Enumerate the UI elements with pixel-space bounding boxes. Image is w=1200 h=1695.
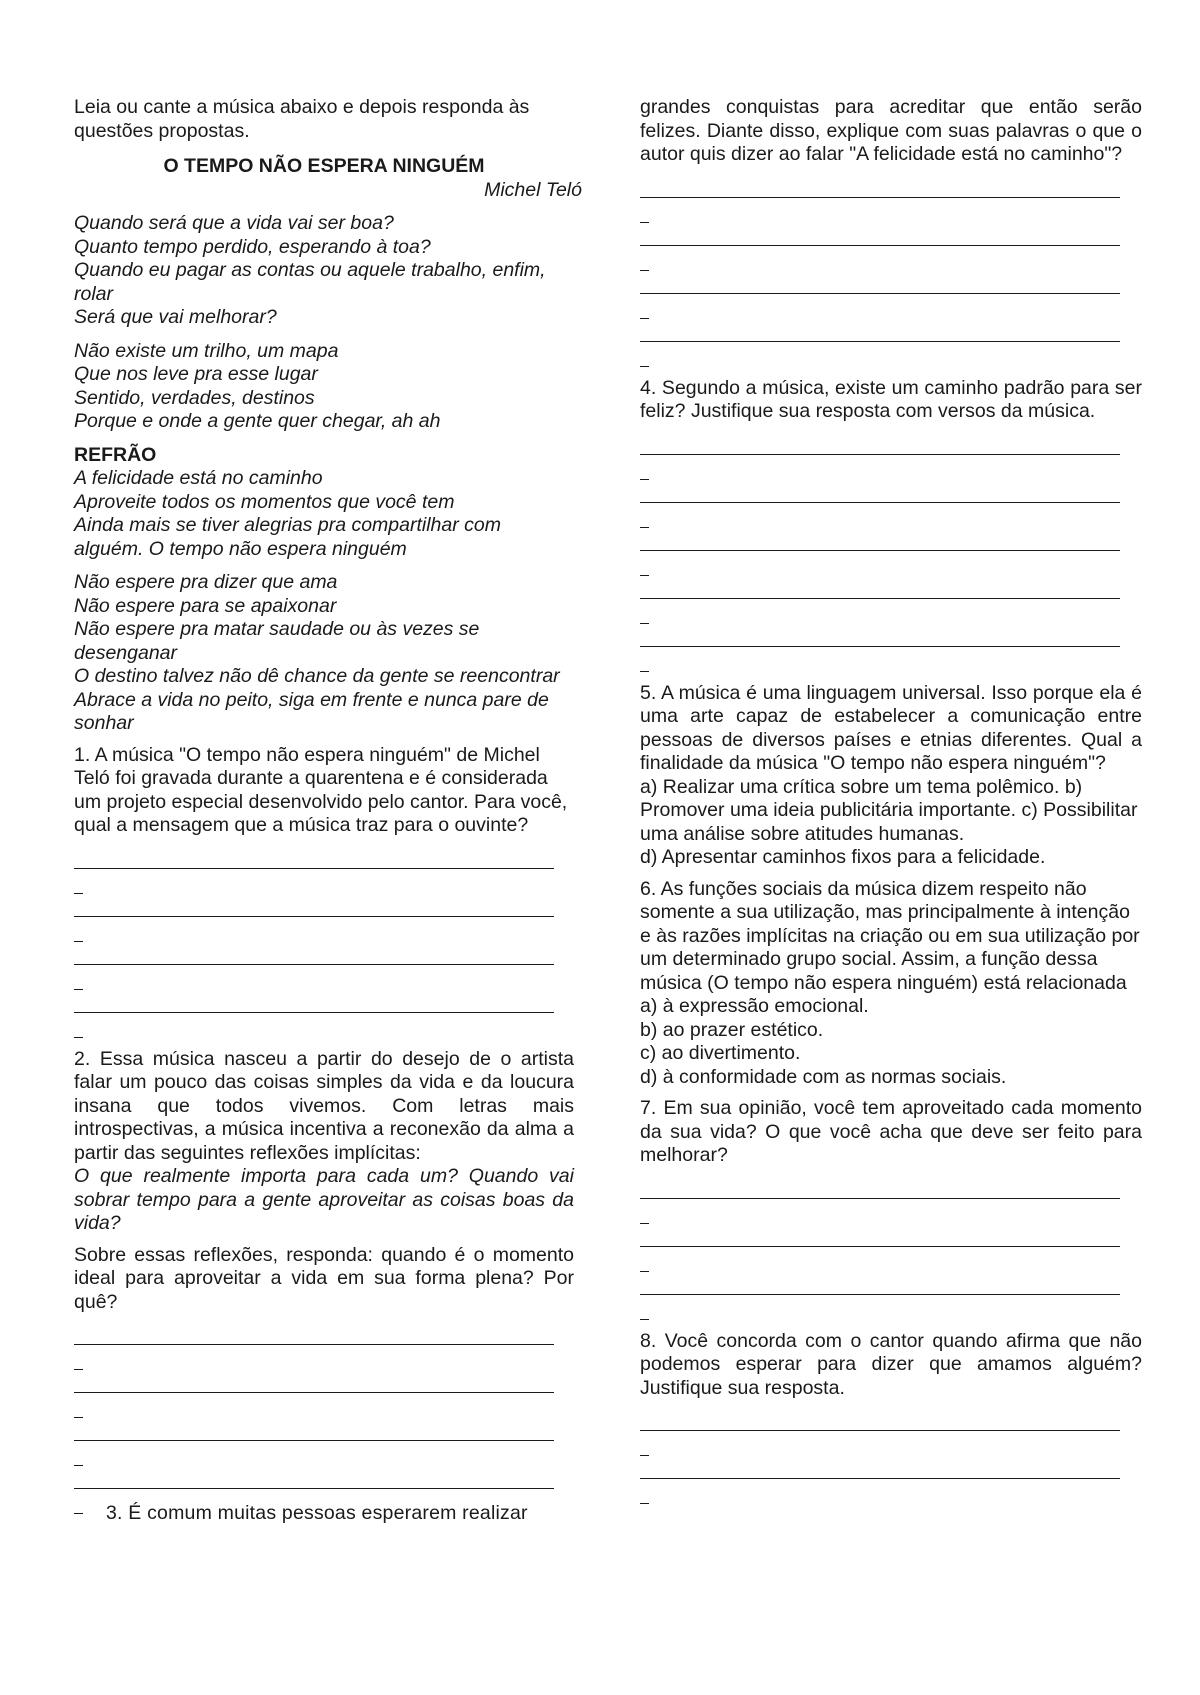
refrao-heading: REFRÃO [74, 443, 157, 466]
answer-line[interactable] [640, 578, 1142, 626]
stanza-2 [74, 340, 574, 434]
q6-option-a[interactable]: a) à expressão emocional. [640, 995, 869, 1017]
question-6: 6. As funções sociais da música dizem respeito não somente a sua utilização, mas principalmente à intenção e às razões implícitas na criação ou em sua utilização por um determinado grupo social. Assim, a função dessa música (O tempo não espera ninguém) está relacionada [640, 877, 1140, 994]
verse-line: Será que vai melhorar? [74, 306, 277, 328]
answer-line[interactable] [74, 944, 574, 992]
answer-line[interactable] [74, 1468, 574, 1516]
q6-option-c[interactable]: c) ao divertimento. [640, 1042, 801, 1064]
verse-line: Aproveite todos os momentos que você tem [74, 490, 455, 513]
verse-line: Quanto tempo perdido, esperando à toa? [74, 235, 431, 258]
verse-line: Não espere pra dizer que ama [74, 571, 338, 593]
verse-line: Abrace a vida no peito, siga em frente e nunca pare de sonhar [74, 688, 549, 734]
answer-line[interactable] [640, 225, 1142, 273]
answer-line[interactable] [74, 896, 574, 944]
answer-area-q8[interactable] [640, 1410, 1142, 1506]
q6-option-d[interactable]: d) à conformidade com as normas sociais. [640, 1065, 1007, 1088]
refrao-stanza [74, 467, 574, 561]
left-column [74, 96, 582, 1526]
question-2-intro: 2. Essa música nasceu a partir do desejo de o artista falar um pouco das coisas simples da vida e da loucura insana que todos vivemos. Com letras mais introspectivas, a música incentiva a reconexão da alma a partir das seguintes reflexões implícitas: [74, 1047, 574, 1164]
verse-line: Ainda mais se tiver alegrias pra compartilhar com alguém. O tempo não espera ninguém [74, 514, 502, 560]
answer-line[interactable] [640, 1410, 1142, 1458]
intro-text: Leia ou cante a música abaixo e depois responda às questões propostas. [74, 96, 530, 142]
song-title: O TEMPO NÃO ESPERA NINGUÉM [163, 155, 485, 177]
question-2: Sobre essas reflexões, responda: quando é o momento ideal para aproveitar a vida em sua forma plena? Por quê? [74, 1243, 574, 1313]
verse-line: Que nos leve pra esse lugar [74, 363, 318, 385]
answer-line[interactable] [640, 1274, 1142, 1322]
answer-line[interactable] [640, 482, 1142, 530]
question-3-continued: grandes conquistas para acreditar que então serão felizes. Diante disso, explique com suas palavras o que o autor quis dizer ao falar "A felicidade está no caminho"? [640, 96, 1142, 165]
verse-line: Não espere para se apaixonar [74, 594, 337, 617]
answer-line[interactable] [640, 1458, 1142, 1506]
answer-line[interactable] [640, 1226, 1142, 1274]
answer-line[interactable] [640, 626, 1142, 674]
answer-line[interactable] [74, 1420, 574, 1468]
answer-line[interactable] [640, 434, 1142, 482]
q6-option-b[interactable]: b) ao prazer estético. [640, 1018, 824, 1041]
verse-line: Não espere pra matar saudade ou às vezes se desenganar [74, 618, 480, 664]
question-8: 8. Você concorda com o cantor quando afirma que não podemos esperar para dizer que amamos alguém? Justifique sua resposta. [640, 1329, 1142, 1399]
answer-line[interactable] [640, 530, 1142, 578]
verse-line: Porque e onde a gente quer chegar, ah ah [74, 410, 441, 432]
q5-option-abc[interactable]: a) Realizar uma crítica sobre um tema polêmico. b) Promover uma ideia publicitária importante. c) Possibilitar uma análise sobre atitudes humanas. [640, 775, 1138, 845]
answer-line[interactable] [640, 177, 1142, 225]
answer-area-q7[interactable] [640, 1178, 1142, 1322]
answer-line[interactable] [640, 273, 1142, 321]
question-1: 1. A música "O tempo não espera ninguém" de Michel Teló foi gravada durante a quarentena e é considerada um projeto especial desenvolvido pelo cantor. Para você, qual a mensagem que a música traz para o ouvinte? [74, 743, 568, 836]
question-2-quote: O que realmente importa para cada um? Quando vai sobrar tempo para a gente aproveitar as coisas boas da vida? [74, 1165, 574, 1234]
verse-line: Quando eu pagar as contas ou aquele trabalho, enfim, rolar [74, 259, 546, 305]
answer-line[interactable] [74, 1324, 574, 1372]
stanza-1 [74, 212, 574, 330]
q5-option-d[interactable]: d) Apresentar caminhos fixos para a felicidade. [640, 846, 1046, 868]
verse-line: A felicidade está no caminho [74, 467, 323, 489]
answer-area-q3[interactable] [640, 177, 1142, 369]
answer-area-q4[interactable] [640, 434, 1142, 674]
answer-area-q1[interactable] [74, 848, 574, 1040]
question-3-start: 3. É comum muitas pessoas esperarem realizar [106, 1502, 528, 1524]
question-5: 5. A música é uma linguagem universal. Isso porque ela é uma arte capaz de estabelecer a comunicação entre pessoas de diversos países e etnias diferentes. Qual a finalidade da música "O tempo não espera ninguém"? [640, 681, 1142, 774]
answer-line[interactable] [74, 848, 574, 896]
answer-line[interactable] [74, 1372, 574, 1420]
stanza-3 [74, 571, 574, 736]
question-4: 4. Segundo a música, existe um caminho padrão para ser feliz? Justifique sua resposta com versos da música. [640, 376, 1142, 422]
verse-line: O destino talvez não dê chance da gente se reencontrar [74, 665, 560, 687]
right-column [640, 96, 1142, 1506]
song-author: Michel Teló [484, 178, 582, 201]
answer-area-q2[interactable] [74, 1324, 574, 1516]
answer-line[interactable] [74, 992, 574, 1040]
verse-line: Sentido, verdades, destinos [74, 386, 315, 409]
question-7: 7. Em sua opinião, você tem aproveitado cada momento da sua vida? O que você acha que deve ser feito para melhorar? [640, 1097, 1142, 1166]
verse-line: Não existe um trilho, um mapa [74, 339, 339, 362]
answer-line[interactable] [640, 321, 1142, 369]
answer-line[interactable] [640, 1178, 1142, 1226]
verse-line: Quando será que a vida vai ser boa? [74, 212, 394, 234]
